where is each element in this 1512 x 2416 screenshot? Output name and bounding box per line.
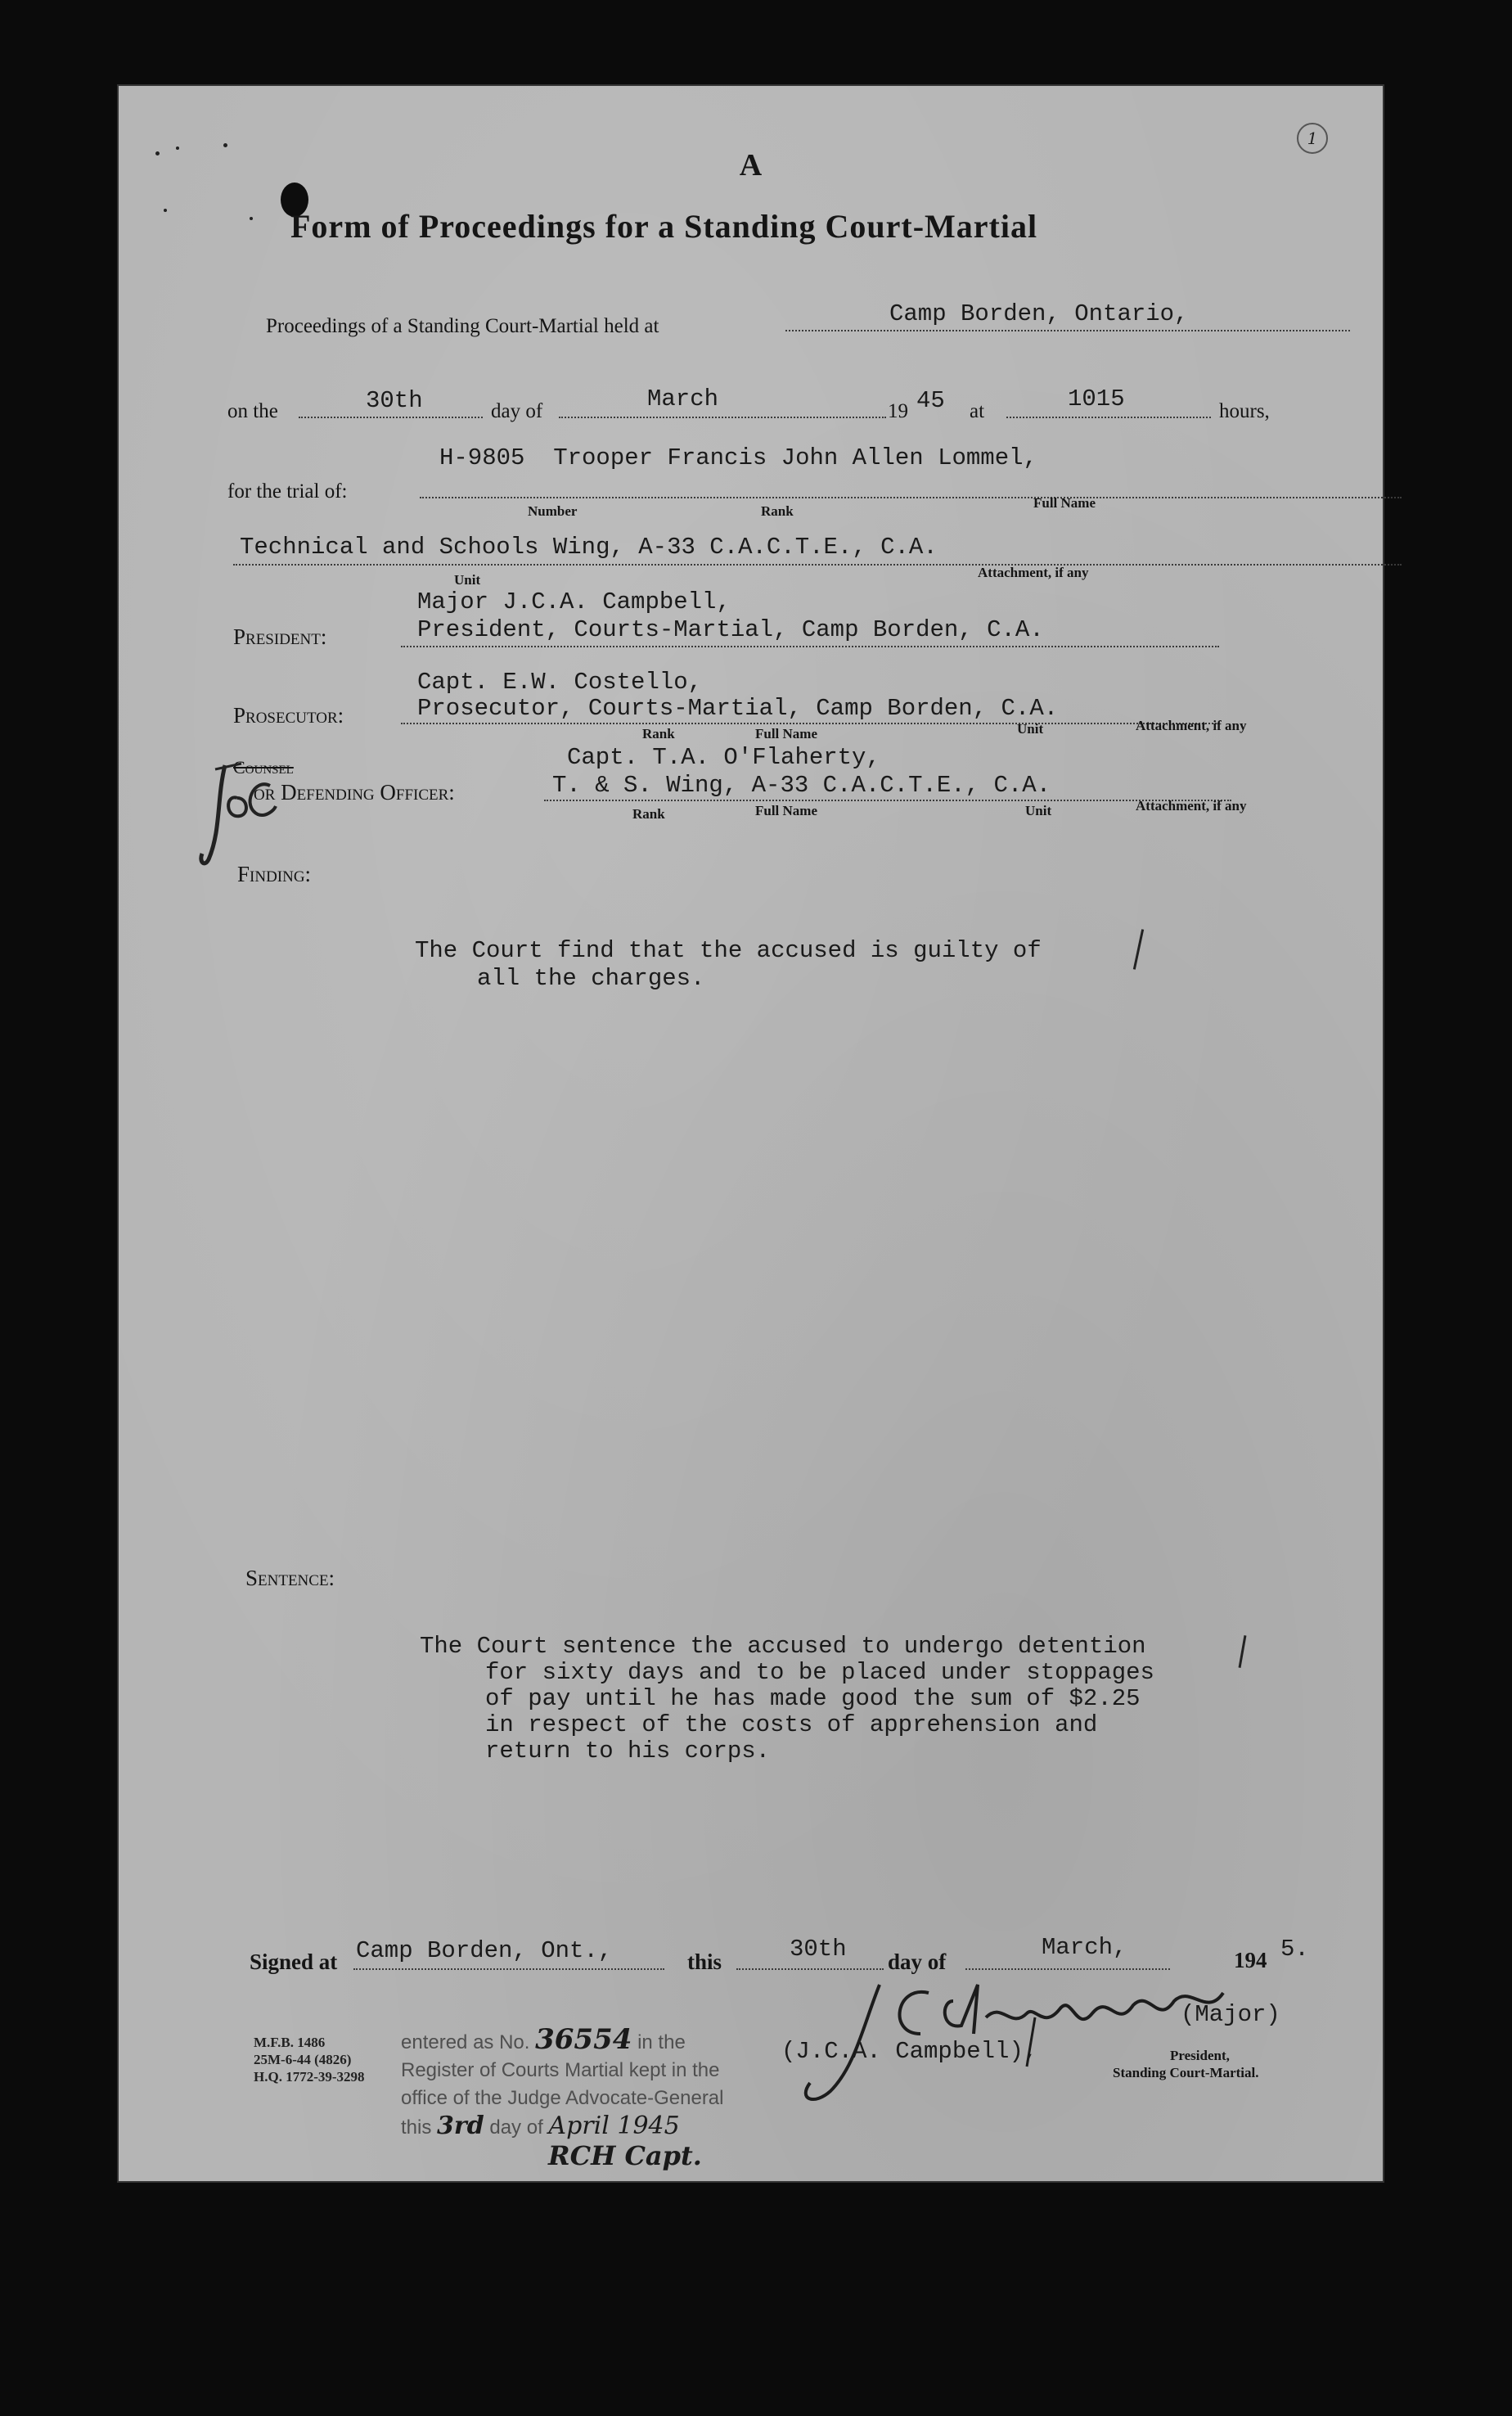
document-page <box>119 86 1383 2181</box>
registry-day: 3rd <box>437 2112 484 2140</box>
page-number-mark: 1 <box>1297 123 1328 154</box>
sentence-line4: in respect of the costs of apprehension and <box>485 1711 1098 1738</box>
form-code-line2: 25M-6-44 (4826) <box>254 2052 352 2067</box>
finding-label: Finding: <box>237 862 312 886</box>
defending-caption-attachment: Attachment, if any <box>1136 798 1247 814</box>
registry-initials: RCH Capt. <box>548 2140 702 2171</box>
caption-full-name: Full Name <box>1033 495 1096 511</box>
form-code-line3: H.Q. 1772-39-3298 <box>254 2069 365 2085</box>
registry-number: 36554 <box>535 2023 632 2056</box>
signed-day: 30th <box>790 1936 847 1963</box>
held-at-place: Camp Borden, Ontario, <box>889 300 1189 327</box>
sentence-line2: for sixty days and to be placed under stoppages <box>485 1659 1154 1686</box>
defending-line1: Capt. T.A. O'Flaherty, <box>567 744 880 771</box>
prosecutor-label: Prosecutor: <box>233 703 344 728</box>
signed-this-label: this <box>687 1949 722 1974</box>
accused-line1: H-9805 Trooper Francis John Allen Lommel, <box>439 444 1037 471</box>
signed-year-suffix: 5. <box>1280 1936 1309 1963</box>
prosecutor-caption-unit: Unit <box>1017 721 1044 737</box>
signature-rank: (Major) <box>1181 2001 1280 2028</box>
accused-dotline2 <box>233 564 1402 566</box>
day-value: 30th <box>366 387 423 414</box>
defending-caption-rank: Rank <box>632 806 665 822</box>
year-suffix: 45 <box>916 387 945 414</box>
time-value: 1015 <box>1068 385 1125 412</box>
held-at-dotline <box>785 330 1350 331</box>
finding-text-line2: all the charges. <box>477 965 705 992</box>
caption-attachment: Attachment, if any <box>978 565 1089 580</box>
defending-dotline <box>544 800 1231 801</box>
held-at-label: Proceedings of a Standing Court-Martial held at <box>266 315 659 337</box>
finding-tick-mark <box>1133 929 1144 970</box>
prosecutor-caption-attachment: Attachment, if any <box>1136 718 1247 733</box>
defending-caption-unit: Unit <box>1025 803 1052 818</box>
signed-month: March, <box>1042 1934 1127 1961</box>
caption-number: Number <box>528 503 578 519</box>
hours-label: hours, <box>1219 400 1270 422</box>
president-label: President: <box>233 624 327 649</box>
signature-typed-name: (J.C.A. Campbell), <box>781 2038 1038 2065</box>
registry-stamp-line2: Register of Courts Martial kept in the <box>401 2059 720 2081</box>
signature-title1: President, <box>1170 2048 1230 2063</box>
sentence-line5: return to his corps. <box>485 1738 771 1765</box>
signed-place-dotline <box>353 1968 664 1970</box>
signed-year-prefix: 194 <box>1234 1948 1267 1972</box>
president-line1: Major J.C.A. Campbell, <box>417 588 731 615</box>
counsel-struck-label: Counsel <box>233 757 294 778</box>
form-letter: A <box>739 148 763 183</box>
accused-line2: Technical and Schools Wing, A-33 C.A.C.T.E., C.A. <box>240 534 938 561</box>
form-code-line1: M.F.B. 1486 <box>254 2035 326 2050</box>
registry-stamp-line1: entered as No. 36554 in the <box>401 2023 686 2056</box>
month-dotline <box>559 417 886 418</box>
sentence-label: Sentence: <box>245 1566 335 1590</box>
defending-label: or Defending Officer: <box>254 780 455 805</box>
prosecutor-caption-rank: Rank <box>642 726 675 741</box>
signed-place: Camp Borden, Ont., <box>356 1937 613 1964</box>
finding-text-line1: The Court find that the accused is guilty of <box>415 937 1042 964</box>
margin-initials-signature <box>192 749 290 872</box>
prosecutor-dotline <box>401 723 1219 724</box>
president-dotline <box>401 646 1219 647</box>
signed-at-label: Signed at <box>250 1949 338 1974</box>
form-title: Form of Proceedings for a Standing Court-Martial <box>290 208 1038 245</box>
president-line2: President, Courts-Martial, Camp Borden, C.A. <box>417 616 1044 643</box>
accused-dotline1 <box>420 497 1402 498</box>
prosecutor-line2: Prosecutor, Courts-Martial, Camp Borden, C.A. <box>417 695 1059 722</box>
year-prefix: 19 <box>888 400 908 422</box>
month-value: March <box>647 385 719 412</box>
sentence-line1: The Court sentence the accused to undergo detention <box>420 1633 1146 1660</box>
day-of-label: day of <box>491 400 543 422</box>
registry-stamp-line4: this 3rd day of April 1945 <box>401 2112 680 2140</box>
sentence-tick-mark <box>1239 1635 1247 1668</box>
time-dotline <box>1006 417 1211 418</box>
prosecutor-line1: Capt. E.W. Costello, <box>417 669 703 696</box>
caption-rank: Rank <box>761 503 794 519</box>
at-label: at <box>970 400 985 422</box>
prosecutor-caption-full-name: Full Name <box>755 726 818 741</box>
signed-day-of-label: day of <box>888 1949 947 1974</box>
signature-title2: Standing Court-Martial. <box>1113 2065 1259 2080</box>
registry-stamp-line3: office of the Judge Advocate-General <box>401 2087 724 2109</box>
registry-month-year: April 1945 <box>548 2112 680 2140</box>
on-the-label: on the <box>227 400 278 422</box>
defending-line2: T. & S. Wing, A-33 C.A.C.T.E., C.A. <box>552 772 1051 799</box>
day-dotline <box>299 417 483 418</box>
sentence-line3: of pay until he has made good the sum of $2.25 <box>485 1685 1141 1712</box>
caption-unit: Unit <box>454 572 481 588</box>
trial-of-label: for the trial of: <box>227 480 348 503</box>
form-codes <box>254 2034 365 2085</box>
defending-caption-full-name: Full Name <box>755 803 818 818</box>
